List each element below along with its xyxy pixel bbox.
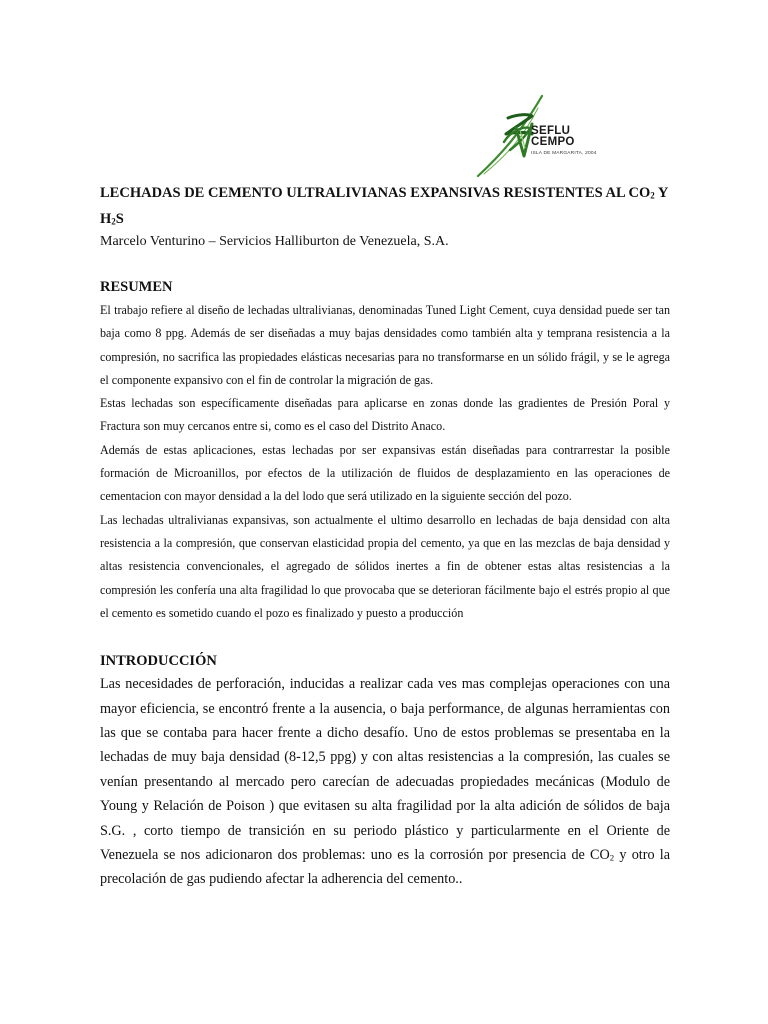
title-h2s-subscript: 2: [111, 216, 116, 227]
title-h2s-s: S: [115, 211, 124, 227]
title-h2s-h: H: [100, 211, 112, 227]
author-line: Marcelo Venturino – Servicios Halliburton de Venezuela, S.A.: [100, 234, 449, 249]
resumen-paragraph: Las lechadas ultralivianas expansivas, son actualmente el ultimo desarrollo en lechadas de baja densidad con alta resistencia a la compresión, que conservan elasticidad propia del cemento, ya que en las mezclas de baja densidad y altas resistencia convencionales, el agregado de sólidos inertes a fin de obtener estas altas resistencias a la compresión les confería una alta fragilidad lo que provocaba que se deterioran fácilmente bajo el estrés propio al que el cemento es sometido cuando el pozo es finalizado y puesto a producción: [100, 512, 670, 620]
title-line1-text: LECHADAS DE CEMENTO ULTRALIVIANAS EXPANSIVAS RESISTENTES AL CO: [100, 185, 651, 201]
introduccion-text-part1: Las necesidades de perforación, inducidas a realizar cada ves mas complejas operaciones con una mayor eficiencia, se encontró frente a la ausencia, o baja performance, de algunas herramientas con las que se contaba para hacer frente a dicho desafío. Uno de estos problemas se presentaba en la lechadas de muy baja densidad (8-12,5 ppg) y con altas resistencias a la compresión, las cuales se venían presentando al mercado pero carecían de adecuadas propiedades mecánicas (Modulo de Young y Relación de Poison ) que evitasen su alta fragilidad por la alta adición de sólidos de baja S.G. , corto tiempo de transición en su periodo plástico y particularmente en el Oriente de Venezuela se nos adicionaron dos problemas: uno es la corrosión por presencia de CO: [100, 676, 670, 863]
logo-subtitle: ISLA DE MARGARITA, 2004: [531, 151, 597, 156]
title-line1-tail: Y: [654, 185, 669, 201]
document-content: [100, 180, 670, 892]
title-co2-subscript: 2: [650, 190, 655, 201]
logo-name-line1: SEFLU: [531, 125, 571, 137]
logo-name-line2: CEMPO: [531, 136, 575, 148]
introduccion-heading: INTRODUCCIÓN: [100, 653, 217, 670]
introduccion-paragraph: [100, 672, 670, 892]
resumen-paragraph: Además de estas aplicaciones, estas lechadas por ser expansivas están diseñadas para contrarrestar la posible formación de Microanillos, por efectos de la utilización de fluidos de desplazamiento en las operaciones de cementacion con mayor densidad a la del lodo que será utilizado en la siguiente sección del pozo.: [100, 442, 670, 504]
introduccion-co2-subscript: 2: [609, 852, 615, 863]
resumen-paragraph: Estas lechadas son específicamente diseñadas para aplicarse en zonas donde las gradientes de Presión Poral y Fractura son muy cercanos entre si, como es el caso del Distrito Anaco.: [100, 396, 670, 434]
document-title: [100, 180, 670, 232]
introduccion-text-part2: y otro la precolación de gas pudiendo afectar la adherencia del cemento..: [100, 847, 671, 888]
logo-text-block: [531, 126, 597, 156]
resumen-paragraph: El trabajo refiere al diseño de lechadas ultralivianas, denominadas Tuned Light Cement, cuya densidad puede ser tan baja como 8 ppg. Además de ser diseñadas a muy bajas densidades como también alta y temprana resistencia a la compresión, no sacrifica las propiedades elásticas necesarias para no transformarse en un sólido frágil, y se le agrega el componente expansivo con el fin de controlar la migración de gas.: [100, 303, 670, 387]
resumen-heading: RESUMEN: [100, 279, 173, 295]
